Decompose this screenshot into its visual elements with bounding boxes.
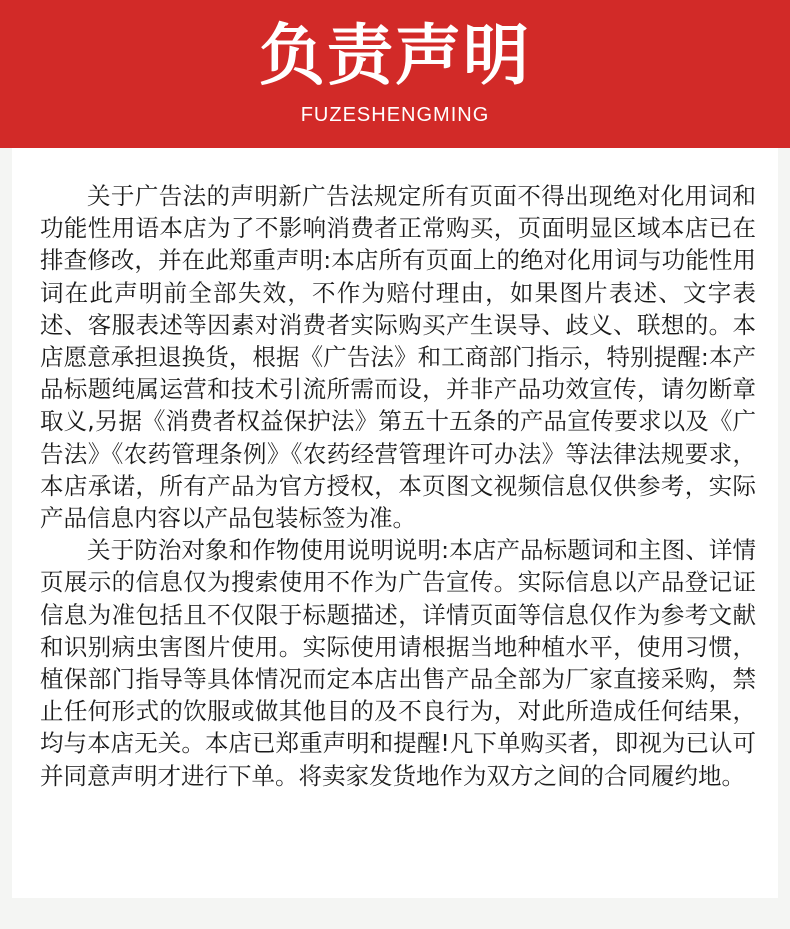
disclaimer-card (12, 148, 778, 898)
disclaimer-body (40, 180, 756, 792)
header-banner (0, 0, 790, 148)
page-subtitle: FUZESHENGMING (300, 104, 490, 126)
disclaimer-paragraph-usage-instructions: 关于防治对象和作物使用说明说明:本店产品标题词和主图、详情页展示的信息仅为搜索使用不作为广告宣传。实际信息以产品登记证信息为准包括且不仅限于标题描述，详情页面等信息仅作为参考文献和识别病虫害图片使用。实际使用请根据当地种植水平，使用习惯，植保部门指导等具体情况而定本店出售产品全部为厂家直接采购，禁止任何形式的饮服或做其他目的及不良行为，对此所造成任何结果，均与本店无关。本店已郑重声明和提醒!凡下单购买者，即视为已认可并同意声明才进行下单。将卖家发货地作为双方之间的合同履约地。 (40, 536, 756, 790)
page-title: 负责声明 (259, 17, 531, 94)
disclaimer-paragraph-advertising-law: 关于广告法的声明新广告法规定所有页面不得出现绝对化用词和功能性用语本店为了不影响消费者正常购买，页面明显区域本店已在排查修改，并在此郑重声明:本店所有页面上的绝对化用词与功能性用词在此声明前全部失效，不作为赔付理由，如果图片表述、文字表述、客服表述等因素对消费者实际购买产生误导、歧义、联想的。本店愿意承担退换货，根据《广告法》和工商部门指示，特别提醒:本产品标题纯属运营和技术引流所需而设，并非产品功效宣传，请勿断章取义,另据《消费者权益保护法》第五十五条的产品宣传要求以及《广告法》《农药管理条例》《农药经营管理许可办法》等法律法规要求，本店承诺，所有产品为官方授权，本页图文视频信息仅供参考，实际产品信息内容以产品包装标签为准。 (40, 182, 756, 533)
